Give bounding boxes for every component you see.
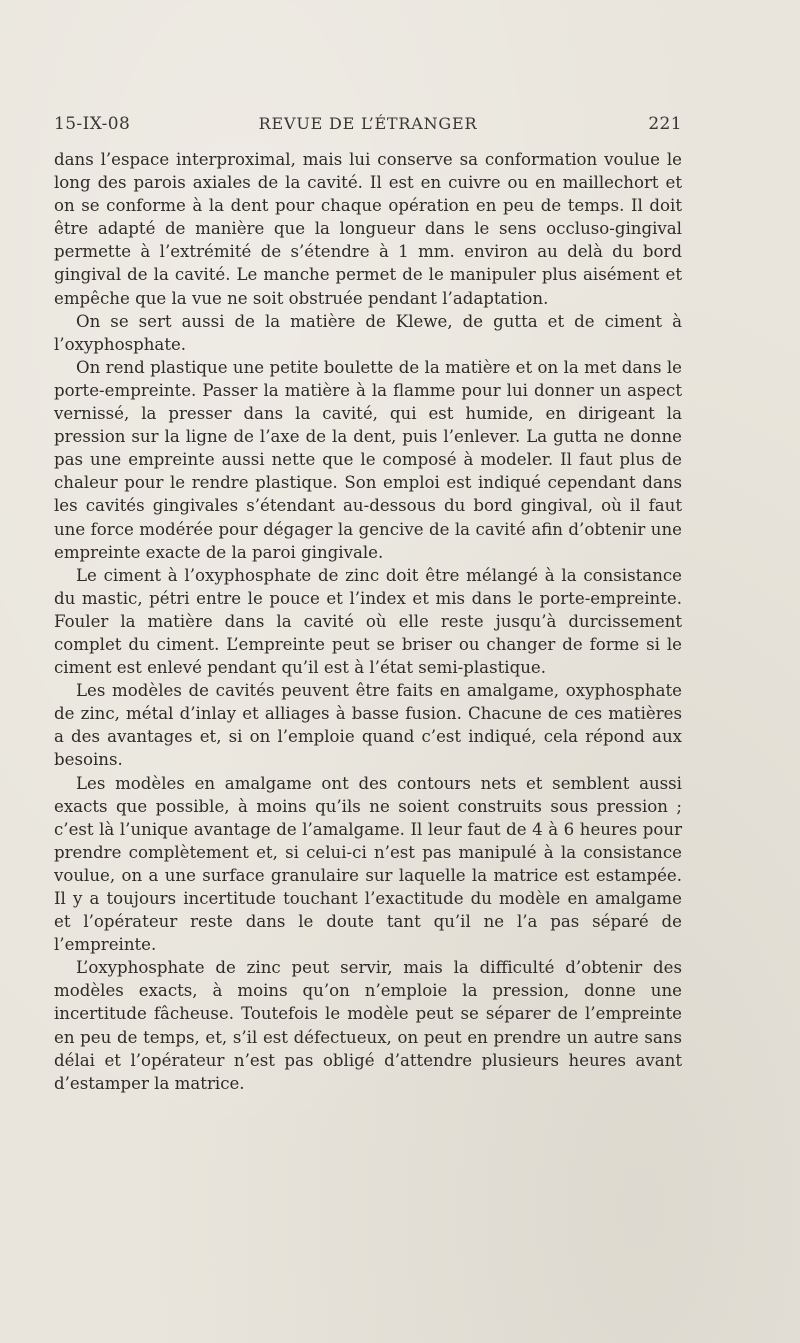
paragraph: Le ciment à l’oxyphosphate de zinc doit être mélangé à la consistance du mastic, pétri entre le pouce et l’index et mis dans le porte-empreinte. Fouler la matière dans la cavité où elle reste jusqu’à durcissement complet du ciment. L’empreinte peut se briser ou changer de forme si le ciment est enlevé pendant qu’il est à l’état semi-plastique. xyxy=(54,565,682,678)
header-date: 15-IX-08 xyxy=(54,114,131,134)
page-number: 221 xyxy=(648,114,682,134)
running-header xyxy=(54,114,682,138)
paragraph: L’oxyphosphate de zinc peut servir, mais la difficulté d’obtenir des modèles exacts, à moins qu’on n’emploie la pression, donne une incertitude fâcheuse. Toutefois le modèle peut se séparer de l’empreinte en peu de temps, et, s’il est défectueux, on peut en prendre un autre sans délai et l’opérateur n’est pas obligé d’attendre plusieurs heures avant d’estamper la matrice. xyxy=(54,958,682,1093)
paragraph: Les modèles en amalgame ont des contours nets et semblent aussi exacts que possible, à moins qu’ils ne soient construits sous pression ; c’est là l’unique avantage de l’amalgame. Il leur faut de 4 à 6 heures pour prendre complètement et, si celui-ci n’est pas manipulé à la consistance voulue, on a une surface granulaire sur laquelle la matrice est estampée. Il y a toujours incertitude touchant l’exactitude du modèle en amalgame et l’opérateur reste dans le doute tant qu’il ne l’a pas séparé de l’empreinte. xyxy=(54,773,682,955)
paragraph: dans l’espace interproximal, mais lui conserve sa conformation voulue le long des parois axiales de la cavité. Il est en cuivre ou en maillechort et on se conforme à la dent pour chaque opération en peu de temps. Il doit être adapté de manière que la longueur dans le sens occluso-gingival permette à l’extrémité de s’étendre à 1 mm. environ au delà du bord gingival de la cavité. Le manche permet de le manipuler plus aisément et empêche que la vue ne soit obstruée pendant l’adaptation. xyxy=(54,150,682,308)
header-journal-title: REVUE DE L’ÉTRANGER xyxy=(258,114,478,133)
paragraph: On se sert aussi de la matière de Klewe, de gutta et de ciment à l’oxyphosphate. xyxy=(54,311,682,354)
paragraph: Les modèles de cavités peuvent être faits en amalgame, oxyphosphate de zinc, métal d’inlay et alliages à basse fusion. Chacune de ces matières a des avantages et, si on l’emploie quand c’est indiqué, cela répond aux besoins. xyxy=(54,681,682,770)
paragraph: On rend plastique une petite boulette de la matière et on la met dans le porte-empreinte. Passer la matière à la flamme pour lui donner un aspect vernissé, la presser dans la cavité, qui est humide, en dirigeant la pression sur la ligne de l’axe de la dent, puis l’enlever. La gutta ne donne pas une empreinte aussi nette que le composé à modeler. Il faut plus de chaleur pour le rendre plastique. Son emploi est indiqué cependant dans les cavités gingivales s’étendant au-dessous du bord gingival, où il faut une force modérée pour dégager la gencive de la cavité afin d’obtenir une empreinte exacte de la paroi gingivale. xyxy=(54,357,682,562)
body-text xyxy=(54,148,682,1095)
